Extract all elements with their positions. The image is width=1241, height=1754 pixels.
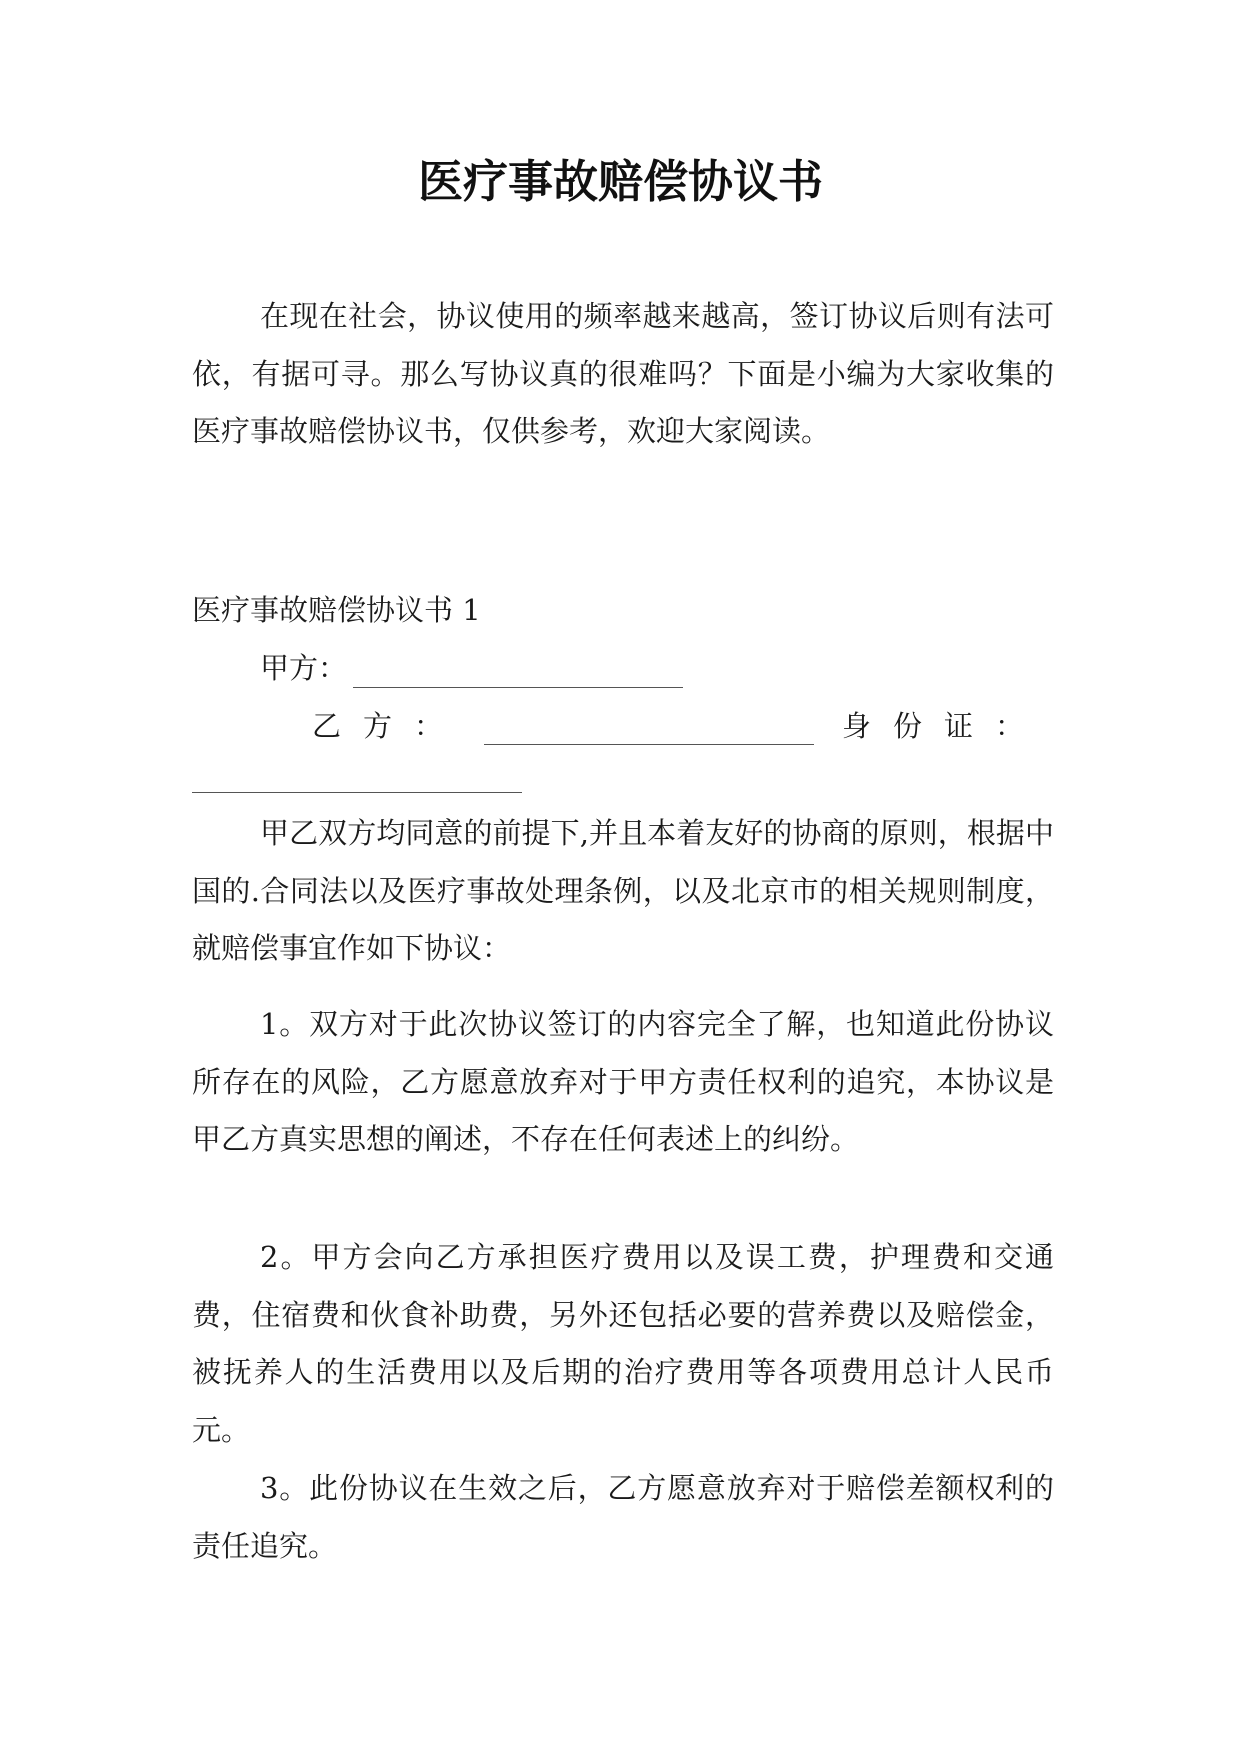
party-a-row [260, 648, 683, 688]
id-card-label: 身份证： [842, 709, 1047, 743]
section-title: 医疗事故赔偿协议书 1 [192, 593, 481, 627]
id-card-blank [192, 762, 522, 793]
clause-1: 1。双方对于此次协议签订的内容完全了解，也知道此份协议所存在的风险，乙方愿意放弃对于甲方责任权利的追究，本协议是甲乙方真实思想的阐述，不存在任何表述上的纠纷。 [192, 1007, 1054, 1156]
party-b-blank [484, 714, 814, 745]
party-b-row [192, 706, 1054, 746]
clause-2: 2。甲方会向乙方承担医疗费用以及误工费，护理费和交通费，住宿费和伙食补助费，另外还包括必要的营养费以及赔偿金，被抚养人的生活费用以及后期的治疗费用等各项费用总计人民币元。 [192, 1240, 1054, 1447]
intro-paragraph: 在现在社会，协议使用的频率越来越高，签订协议后则有法可依，有据可寻。那么写协议真的很难吗？下面是小编为大家收集的医疗事故赔偿协议书，仅供参考，欢迎大家阅读。 [192, 299, 1054, 448]
party-a-blank [353, 657, 683, 688]
principle-paragraph: 甲乙双方均同意的前提下,并且本着友好的协商的原则，根据中国的.合同法以及医疗事故处理条例，以及北京市的相关规则制度，就赔偿事宜作如下协议： [192, 816, 1054, 965]
party-a-label: 甲方： [260, 651, 348, 685]
clause-3: 3。此份协议在生效之后，乙方愿意放弃对于赔偿差额权利的责任追究。 [192, 1471, 1054, 1563]
party-b-label: 乙方： [312, 709, 466, 743]
document-title: 医疗事故赔偿协议书 [417, 155, 823, 208]
